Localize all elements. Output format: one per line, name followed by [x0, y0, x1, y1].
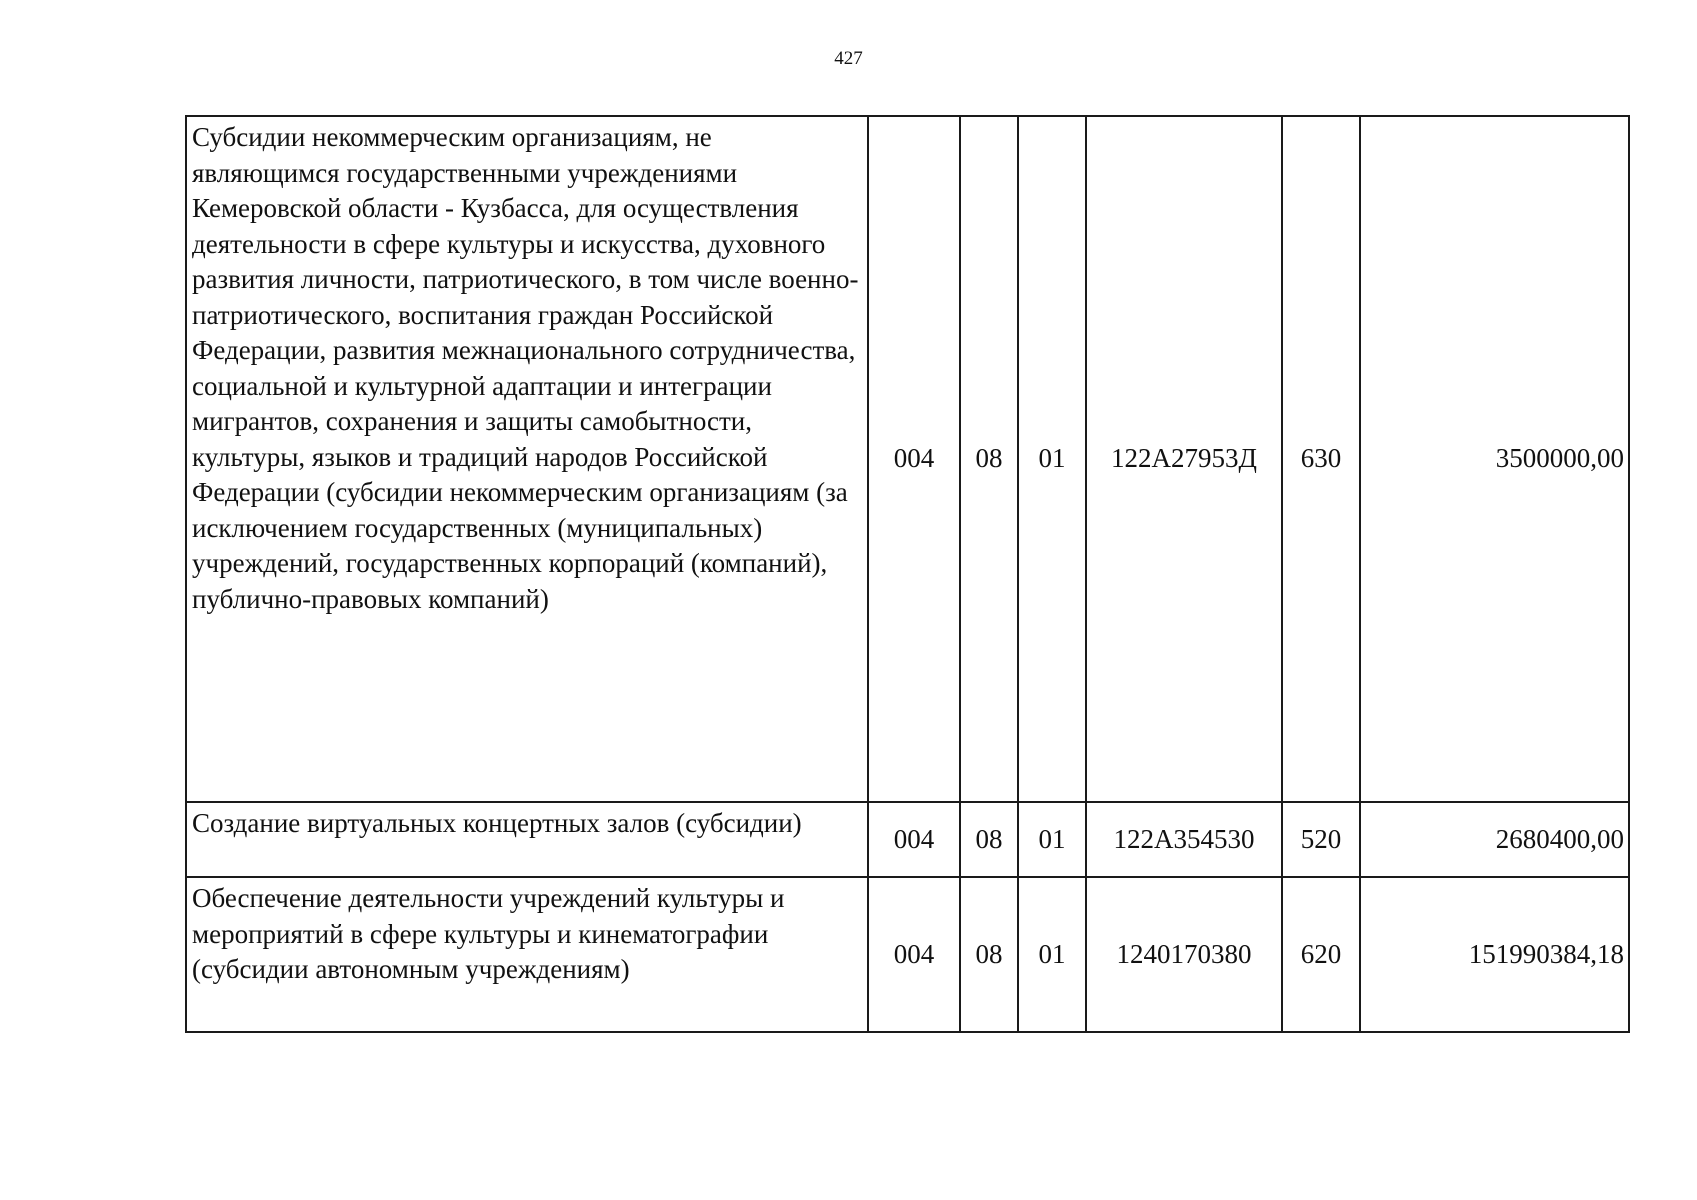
row-description: Субсидии некоммерческим организациям, не являющимся государственными учреждениями Кемеровской области - Кузбасса, для осуществления деятельности в сфере культуры и искусства, духовного развития личности, патриотического, в том числе военно-патриотического, воспитания граждан Российской Федерации, развития межнационального сотрудничества, социальной и культурной адаптации и интеграции мигрантов, сохранения и защиты самобытности, культуры, языков и традиций народов Российской Федерации (субсидии некоммерческим организациям (за исключением государственных (муниципальных) учреждений, государственных корпораций (компаний), публично-правовых компаний) — [186, 116, 868, 802]
subsection-code: 01 — [1018, 116, 1086, 802]
amount-value: 3500000,00 — [1360, 116, 1629, 802]
budget-table — [185, 115, 1630, 1033]
ministry-code: 004 — [868, 116, 960, 802]
row-description: Обеспечение деятельности учреждений культуры и мероприятий в сфере культуры и кинематографии (субсидии автономным учреждениям) — [186, 877, 868, 1032]
row-description: Создание виртуальных концертных залов (субсидии) — [186, 802, 868, 877]
amount-value: 151990384,18 — [1360, 877, 1629, 1032]
table-row — [186, 802, 1629, 877]
page-number: 427 — [834, 48, 863, 69]
target-article-code: 122А27953Д — [1086, 116, 1282, 802]
target-article-code: 122А354530 — [1086, 802, 1282, 877]
subsection-code: 01 — [1018, 877, 1086, 1032]
ministry-code: 004 — [868, 802, 960, 877]
section-code: 08 — [960, 116, 1018, 802]
section-code: 08 — [960, 802, 1018, 877]
target-article-code: 1240170380 — [1086, 877, 1282, 1032]
table-row — [186, 877, 1629, 1032]
section-code: 08 — [960, 877, 1018, 1032]
ministry-code: 004 — [868, 877, 960, 1032]
expense-type-code: 520 — [1282, 802, 1360, 877]
amount-value: 2680400,00 — [1360, 802, 1629, 877]
table-row — [186, 116, 1629, 802]
subsection-code: 01 — [1018, 802, 1086, 877]
expense-type-code: 630 — [1282, 116, 1360, 802]
expense-type-code: 620 — [1282, 877, 1360, 1032]
